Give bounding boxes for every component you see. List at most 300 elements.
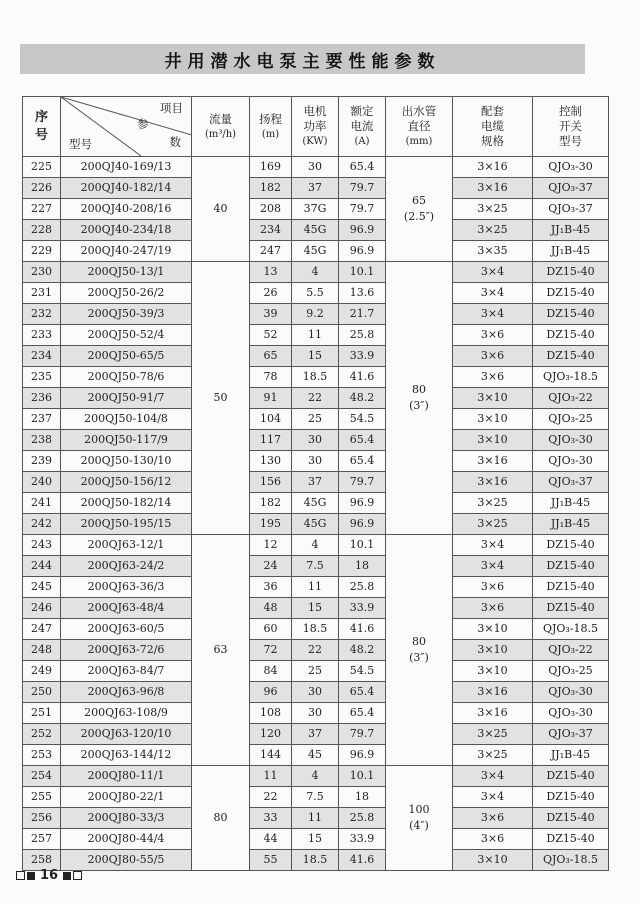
model-cell: 200QJ50-13/1 xyxy=(61,262,192,283)
row-number: 230 xyxy=(23,262,61,283)
model-cell: 200QJ63-84/7 xyxy=(61,661,192,682)
head-cell: 108 xyxy=(250,703,292,724)
head-cell: 84 xyxy=(250,661,292,682)
switch-cell: JJ₁B-45 xyxy=(533,745,609,766)
model-cell: 200QJ80-11/1 xyxy=(61,766,192,787)
power-cell: 11 xyxy=(292,577,339,598)
cable-cell: 3×25 xyxy=(453,493,533,514)
header-switch: 控制开关型号 xyxy=(533,97,609,157)
switch-cell: JJ₁B-45 xyxy=(533,514,609,535)
head-cell: 169 xyxy=(250,157,292,178)
model-cell: 200QJ50-91/7 xyxy=(61,388,192,409)
row-number: 246 xyxy=(23,598,61,619)
table-row xyxy=(23,178,609,199)
cable-cell: 3×4 xyxy=(453,787,533,808)
cable-cell: 3×6 xyxy=(453,577,533,598)
power-cell: 30 xyxy=(292,451,339,472)
cable-cell: 3×10 xyxy=(453,640,533,661)
cable-cell: 3×10 xyxy=(453,661,533,682)
head-cell: 33 xyxy=(250,808,292,829)
head-cell: 91 xyxy=(250,388,292,409)
table-row xyxy=(23,829,609,850)
switch-cell: DZ15-40 xyxy=(533,325,609,346)
model-cell: 200QJ50-26/2 xyxy=(61,283,192,304)
cable-cell: 3×6 xyxy=(453,808,533,829)
model-cell: 200QJ50-78/6 xyxy=(61,367,192,388)
table-row xyxy=(23,409,609,430)
current-cell: 79.7 xyxy=(339,724,386,745)
table-row xyxy=(23,682,609,703)
current-cell: 33.9 xyxy=(339,598,386,619)
head-cell: 44 xyxy=(250,829,292,850)
head-cell: 104 xyxy=(250,409,292,430)
model-cell: 200QJ63-24/2 xyxy=(61,556,192,577)
head-cell: 48 xyxy=(250,598,292,619)
switch-cell: JJ₁B-45 xyxy=(533,493,609,514)
row-number: 228 xyxy=(23,220,61,241)
power-cell: 37 xyxy=(292,472,339,493)
head-cell: 60 xyxy=(250,619,292,640)
current-cell: 96.9 xyxy=(339,514,386,535)
head-cell: 182 xyxy=(250,178,292,199)
row-number: 252 xyxy=(23,724,61,745)
cable-cell: 3×25 xyxy=(453,724,533,745)
current-cell: 65.4 xyxy=(339,157,386,178)
cable-cell: 3×25 xyxy=(453,745,533,766)
current-cell: 21.7 xyxy=(339,304,386,325)
switch-cell: QJO₃-30 xyxy=(533,451,609,472)
outlet-inch: (4″) xyxy=(409,819,429,832)
switch-cell: QJO₃-30 xyxy=(533,430,609,451)
head-cell: 55 xyxy=(250,850,292,871)
cable-cell: 3×25 xyxy=(453,199,533,220)
page-title: 井用潜水电泵主要性能参数 xyxy=(164,51,441,72)
table-row xyxy=(23,493,609,514)
model-cell: 200QJ50-104/8 xyxy=(61,409,192,430)
current-cell: 41.6 xyxy=(339,619,386,640)
model-cell: 200QJ50-52/4 xyxy=(61,325,192,346)
switch-cell: DZ15-40 xyxy=(533,556,609,577)
model-cell: 200QJ50-182/14 xyxy=(61,493,192,514)
current-cell: 96.9 xyxy=(339,493,386,514)
switch-cell: DZ15-40 xyxy=(533,829,609,850)
cable-cell: 3×16 xyxy=(453,451,533,472)
switch-cell: QJO₃-25 xyxy=(533,661,609,682)
current-cell: 25.8 xyxy=(339,325,386,346)
row-number: 249 xyxy=(23,661,61,682)
row-number: 234 xyxy=(23,346,61,367)
row-number: 235 xyxy=(23,367,61,388)
header-diagonal xyxy=(61,97,192,157)
switch-cell: QJO₃-22 xyxy=(533,388,609,409)
model-cell: 200QJ40-169/13 xyxy=(61,157,192,178)
row-number: 225 xyxy=(23,157,61,178)
current-cell: 33.9 xyxy=(339,346,386,367)
row-number: 240 xyxy=(23,472,61,493)
cable-cell: 3×4 xyxy=(453,556,533,577)
outlet-cell xyxy=(386,535,453,766)
switch-cell: DZ15-40 xyxy=(533,766,609,787)
model-cell: 200QJ40-208/16 xyxy=(61,199,192,220)
cable-cell: 3×4 xyxy=(453,262,533,283)
flow-cell: 40 xyxy=(192,157,250,262)
cable-cell: 3×4 xyxy=(453,766,533,787)
current-cell: 10.1 xyxy=(339,766,386,787)
cable-cell: 3×4 xyxy=(453,304,533,325)
table-row xyxy=(23,787,609,808)
power-cell: 30 xyxy=(292,703,339,724)
switch-cell: DZ15-40 xyxy=(533,283,609,304)
header-seq: 序号 xyxy=(23,97,61,157)
head-cell: 208 xyxy=(250,199,292,220)
page-footer xyxy=(16,868,82,883)
power-cell: 18.5 xyxy=(292,367,339,388)
table-row xyxy=(23,367,609,388)
row-number: 255 xyxy=(23,787,61,808)
model-cell: 200QJ40-182/14 xyxy=(61,178,192,199)
title-bar xyxy=(20,44,585,74)
switch-cell: QJO₃-22 xyxy=(533,640,609,661)
cable-cell: 3×6 xyxy=(453,325,533,346)
head-cell: 195 xyxy=(250,514,292,535)
table-row xyxy=(23,745,609,766)
current-cell: 54.5 xyxy=(339,661,386,682)
row-number: 248 xyxy=(23,640,61,661)
head-cell: 120 xyxy=(250,724,292,745)
power-cell: 22 xyxy=(292,640,339,661)
table-row xyxy=(23,346,609,367)
header-project: 项目 xyxy=(160,101,183,115)
switch-cell: QJO₃-18.5 xyxy=(533,367,609,388)
current-cell: 41.6 xyxy=(339,850,386,871)
header-head: 扬程 (m) xyxy=(250,97,292,157)
outlet-cell xyxy=(386,157,453,262)
model-cell: 200QJ50-195/15 xyxy=(61,514,192,535)
power-cell: 7.5 xyxy=(292,556,339,577)
power-cell: 5.5 xyxy=(292,283,339,304)
head-cell: 65 xyxy=(250,346,292,367)
row-number: 243 xyxy=(23,535,61,556)
power-cell: 45G xyxy=(292,514,339,535)
power-cell: 30 xyxy=(292,430,339,451)
cable-cell: 3×35 xyxy=(453,241,533,262)
power-cell: 11 xyxy=(292,325,339,346)
power-cell: 15 xyxy=(292,829,339,850)
table-row xyxy=(23,556,609,577)
model-cell: 200QJ63-108/9 xyxy=(61,703,192,724)
cable-cell: 3×10 xyxy=(453,619,533,640)
table-row xyxy=(23,724,609,745)
outlet-inch: (3″) xyxy=(409,399,429,412)
header-num: 数 xyxy=(169,135,181,149)
cable-cell: 3×4 xyxy=(453,535,533,556)
cable-cell: 3×10 xyxy=(453,850,533,871)
header-flow: 流量 (m³/h) xyxy=(192,97,250,157)
head-cell: 26 xyxy=(250,283,292,304)
page-number: 16 xyxy=(40,868,59,883)
header-power: 电机功率 (KW) xyxy=(292,97,339,157)
current-cell: 48.2 xyxy=(339,640,386,661)
head-cell: 247 xyxy=(250,241,292,262)
row-number: 250 xyxy=(23,682,61,703)
switch-cell: JJ₁B-45 xyxy=(533,220,609,241)
cable-cell: 3×6 xyxy=(453,346,533,367)
model-cell: 200QJ40-247/19 xyxy=(61,241,192,262)
current-cell: 65.4 xyxy=(339,451,386,472)
head-cell: 156 xyxy=(250,472,292,493)
model-cell: 200QJ63-72/6 xyxy=(61,640,192,661)
row-number: 229 xyxy=(23,241,61,262)
row-number: 244 xyxy=(23,556,61,577)
cable-cell: 3×16 xyxy=(453,157,533,178)
head-cell: 78 xyxy=(250,367,292,388)
table-row xyxy=(23,388,609,409)
cable-cell: 3×6 xyxy=(453,598,533,619)
power-cell: 25 xyxy=(292,661,339,682)
current-cell: 18 xyxy=(339,787,386,808)
power-cell: 30 xyxy=(292,682,339,703)
table-row xyxy=(23,661,609,682)
power-cell: 45G xyxy=(292,493,339,514)
table-row xyxy=(23,577,609,598)
model-cell: 200QJ50-39/3 xyxy=(61,304,192,325)
head-cell: 130 xyxy=(250,451,292,472)
outlet-cell xyxy=(386,766,453,871)
head-cell: 11 xyxy=(250,766,292,787)
power-cell: 9.2 xyxy=(292,304,339,325)
outlet-inch: (2.5″) xyxy=(403,210,435,223)
row-number: 251 xyxy=(23,703,61,724)
current-cell: 13.6 xyxy=(339,283,386,304)
model-cell: 200QJ63-48/4 xyxy=(61,598,192,619)
current-cell: 96.9 xyxy=(339,745,386,766)
row-number: 238 xyxy=(23,430,61,451)
switch-cell: QJO₃-37 xyxy=(533,199,609,220)
model-cell: 200QJ80-33/3 xyxy=(61,808,192,829)
head-cell: 72 xyxy=(250,640,292,661)
table-row xyxy=(23,157,609,178)
switch-cell: QJO₃-30 xyxy=(533,682,609,703)
header-model: 型号 xyxy=(69,137,92,151)
switch-cell: DZ15-40 xyxy=(533,346,609,367)
model-cell: 200QJ50-65/5 xyxy=(61,346,192,367)
power-cell: 4 xyxy=(292,262,339,283)
switch-cell: QJO₃-30 xyxy=(533,157,609,178)
row-number: 236 xyxy=(23,388,61,409)
model-cell: 200QJ63-36/3 xyxy=(61,577,192,598)
current-cell: 79.7 xyxy=(339,472,386,493)
table-row xyxy=(23,619,609,640)
current-cell: 25.8 xyxy=(339,808,386,829)
switch-cell: QJO₃-37 xyxy=(533,724,609,745)
current-cell: 33.9 xyxy=(339,829,386,850)
row-number: 239 xyxy=(23,451,61,472)
current-cell: 25.8 xyxy=(339,577,386,598)
power-cell: 30 xyxy=(292,157,339,178)
power-cell: 4 xyxy=(292,766,339,787)
model-cell: 200QJ50-156/12 xyxy=(61,472,192,493)
current-cell: 79.7 xyxy=(339,199,386,220)
outlet-cell xyxy=(386,262,453,535)
power-cell: 4 xyxy=(292,535,339,556)
cable-cell: 3×10 xyxy=(453,409,533,430)
model-cell: 200QJ40-234/18 xyxy=(61,220,192,241)
head-cell: 52 xyxy=(250,325,292,346)
outlet-inch: (3″) xyxy=(409,651,429,664)
table-row xyxy=(23,808,609,829)
cable-cell: 3×16 xyxy=(453,682,533,703)
table-row xyxy=(23,850,609,871)
model-cell: 200QJ50-130/10 xyxy=(61,451,192,472)
row-number: 227 xyxy=(23,199,61,220)
power-cell: 37 xyxy=(292,724,339,745)
switch-cell: DZ15-40 xyxy=(533,535,609,556)
row-number: 226 xyxy=(23,178,61,199)
power-cell: 25 xyxy=(292,409,339,430)
row-number: 232 xyxy=(23,304,61,325)
row-number: 231 xyxy=(23,283,61,304)
model-cell: 200QJ63-12/1 xyxy=(61,535,192,556)
switch-cell: DZ15-40 xyxy=(533,304,609,325)
switch-cell: DZ15-40 xyxy=(533,262,609,283)
current-cell: 48.2 xyxy=(339,388,386,409)
head-cell: 12 xyxy=(250,535,292,556)
outlet-mm: 65 xyxy=(412,194,426,207)
current-cell: 18 xyxy=(339,556,386,577)
power-cell: 22 xyxy=(292,388,339,409)
table-body xyxy=(23,157,609,871)
row-number: 245 xyxy=(23,577,61,598)
table-row xyxy=(23,472,609,493)
head-cell: 234 xyxy=(250,220,292,241)
current-cell: 10.1 xyxy=(339,535,386,556)
header-outlet: 出水管直径 (mm) xyxy=(386,97,453,157)
row-number: 247 xyxy=(23,619,61,640)
model-cell: 200QJ80-22/1 xyxy=(61,787,192,808)
table-header-row xyxy=(23,97,609,157)
row-number: 258 xyxy=(23,850,61,871)
power-cell: 15 xyxy=(292,598,339,619)
row-number: 256 xyxy=(23,808,61,829)
switch-cell: QJO₃-37 xyxy=(533,178,609,199)
cable-cell: 3×10 xyxy=(453,388,533,409)
row-number: 257 xyxy=(23,829,61,850)
flow-cell: 50 xyxy=(192,262,250,535)
current-cell: 79.7 xyxy=(339,178,386,199)
head-cell: 182 xyxy=(250,493,292,514)
power-cell: 45G xyxy=(292,241,339,262)
open-square-icon xyxy=(16,871,25,880)
row-number: 242 xyxy=(23,514,61,535)
switch-cell: JJ₁B-45 xyxy=(533,241,609,262)
header-param: 参 xyxy=(137,117,149,131)
table-row xyxy=(23,451,609,472)
switch-cell: QJO₃-37 xyxy=(533,472,609,493)
model-cell: 200QJ63-120/10 xyxy=(61,724,192,745)
switch-cell: DZ15-40 xyxy=(533,808,609,829)
header-current: 额定电流 (A) xyxy=(339,97,386,157)
table-row xyxy=(23,325,609,346)
table-row xyxy=(23,304,609,325)
model-cell: 200QJ50-117/9 xyxy=(61,430,192,451)
power-cell: 11 xyxy=(292,808,339,829)
table-row xyxy=(23,220,609,241)
cable-cell: 3×25 xyxy=(453,220,533,241)
cable-cell: 3×16 xyxy=(453,703,533,724)
switch-cell: DZ15-40 xyxy=(533,787,609,808)
current-cell: 96.9 xyxy=(339,220,386,241)
power-cell: 18.5 xyxy=(292,850,339,871)
model-cell: 200QJ63-144/12 xyxy=(61,745,192,766)
head-cell: 117 xyxy=(250,430,292,451)
flow-cell: 63 xyxy=(192,535,250,766)
power-cell: 45G xyxy=(292,220,339,241)
cable-cell: 3×6 xyxy=(453,829,533,850)
switch-cell: QJO₃-25 xyxy=(533,409,609,430)
switch-cell: DZ15-40 xyxy=(533,577,609,598)
cable-cell: 3×4 xyxy=(453,283,533,304)
head-cell: 96 xyxy=(250,682,292,703)
filled-square-icon xyxy=(63,872,71,880)
head-cell: 22 xyxy=(250,787,292,808)
current-cell: 65.4 xyxy=(339,682,386,703)
outlet-mm: 80 xyxy=(412,383,426,396)
power-cell: 37 xyxy=(292,178,339,199)
filled-square-icon xyxy=(27,872,35,880)
outlet-mm: 80 xyxy=(412,635,426,648)
table-row xyxy=(23,430,609,451)
table-row xyxy=(23,241,609,262)
model-cell: 200QJ80-44/4 xyxy=(61,829,192,850)
power-cell: 7.5 xyxy=(292,787,339,808)
current-cell: 96.9 xyxy=(339,241,386,262)
power-cell: 15 xyxy=(292,346,339,367)
row-number: 253 xyxy=(23,745,61,766)
current-cell: 65.4 xyxy=(339,703,386,724)
head-cell: 24 xyxy=(250,556,292,577)
current-cell: 41.6 xyxy=(339,367,386,388)
table-row xyxy=(23,283,609,304)
table-row xyxy=(23,598,609,619)
power-cell: 45 xyxy=(292,745,339,766)
current-cell: 65.4 xyxy=(339,430,386,451)
head-cell: 13 xyxy=(250,262,292,283)
performance-table xyxy=(22,96,609,871)
power-cell: 37G xyxy=(292,199,339,220)
table-row xyxy=(23,535,609,556)
switch-cell: QJO₃-18.5 xyxy=(533,619,609,640)
table-row xyxy=(23,640,609,661)
table-row xyxy=(23,514,609,535)
header-cable: 配套电缆规格 xyxy=(453,97,533,157)
model-cell: 200QJ63-96/8 xyxy=(61,682,192,703)
model-cell: 200QJ80-55/5 xyxy=(61,850,192,871)
current-cell: 54.5 xyxy=(339,409,386,430)
switch-cell: DZ15-40 xyxy=(533,598,609,619)
current-cell: 10.1 xyxy=(339,262,386,283)
switch-cell: QJO₃-30 xyxy=(533,703,609,724)
table-row xyxy=(23,262,609,283)
table-row xyxy=(23,766,609,787)
row-number: 254 xyxy=(23,766,61,787)
cable-cell: 3×6 xyxy=(453,367,533,388)
flow-cell: 80 xyxy=(192,766,250,871)
row-number: 233 xyxy=(23,325,61,346)
cable-cell: 3×16 xyxy=(453,472,533,493)
row-number: 241 xyxy=(23,493,61,514)
table-row xyxy=(23,703,609,724)
cable-cell: 3×16 xyxy=(453,178,533,199)
